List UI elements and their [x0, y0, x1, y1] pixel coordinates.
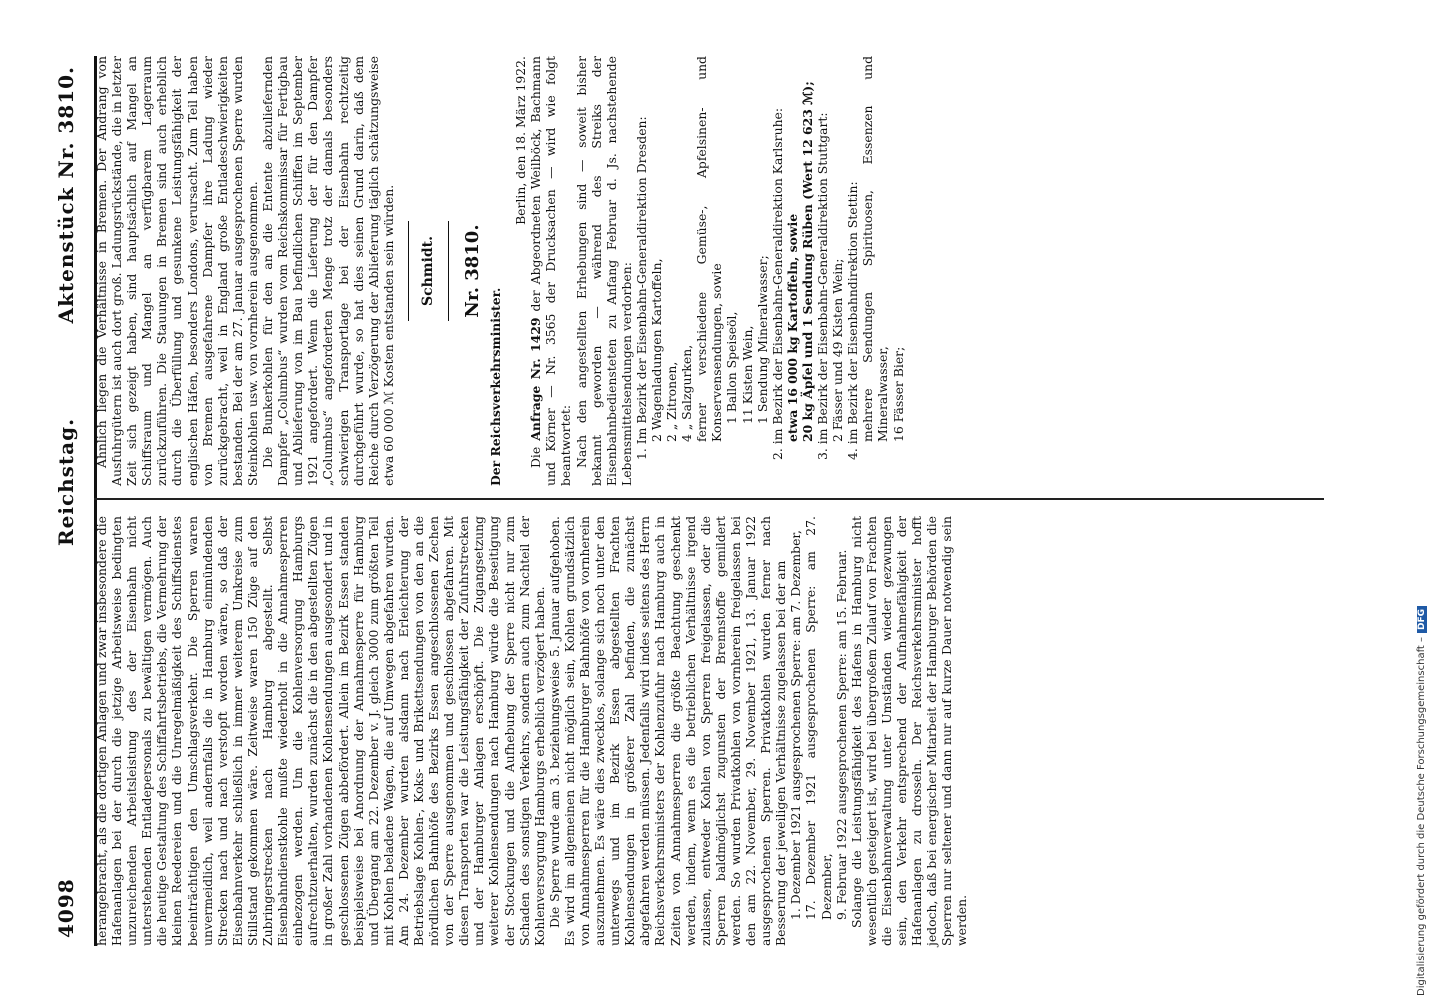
signature: Schmidt.: [419, 235, 436, 307]
document-page: [40, 56, 1330, 946]
list-item: 1. Dezember 1921 ausgesprochenen Sperre: am 7. Dezember,: [788, 530, 804, 920]
chamber-title: Reichstag.: [54, 417, 78, 546]
list-line: 1 Ballon Speiseöl,: [724, 311, 740, 424]
list-line: 2 Wagenladungen Kartoffeln,: [649, 258, 664, 442]
paragraph: herangebracht, als die dortigen Anlagen und zwar insbesondere die Hafenanlagen bei der durch die jetzige Arbeitsweise bedingten unzureichenden Arbeitsleistung des der Eisenbahn nicht unterstehenden Entladepersonals zu bewältigen vermögen. Auch die heutige Gestaltung des Schiffahrtsbetriebs, die Vermehrung der kleinen Reedereien und die Unregelmäßigkeit des Schiffsdienstes beeinträchtigen den Umschlagsverkehr. Die Sperren waren unvermeidlich, weil andernfalls die in Hamburg einmündenden Strecken nach und nach verstopft worden wären, so daß der Eisenbahnverkehr schließlich in immer weiterem Umkreise zum Stillstand gekommen wäre. Zeitweise waren 150 Züge auf den Zubringerstrecken nach Hamburg abgestellt. Selbst Eisenbahndienstkohle mußte wiederholt in die Annahmesperren einbezogen werden. Um die Kohlenversorgung Hamburgs aufrechtzuerhalten, wurden zunächst die in den abgestellten Zügen in großer Zahl vorhandenen Kohlensendungen ausgesondert und in geschlossenen Zügen abbefördert. Allein im Bezirk Essen standen beispielsweise bei Anordnung der Annahmesperre für Hamburg und Übergang am 22. Dezember v. J. gleich 3000 zum größten Teil mit Kohlen beladene Wagen, die auf Umwegen abgefahren wurden. Am 24. Dezember wurden alsdann nach Erleichterung der Betriebslage Kohlen-, Koks- und Brikettsendungen von den an die nördlichen Bahnhöfe des Bezirks Essen angeschlossenen Zechen von der Sperre ausgenommen und geschlossen abgefahren. Mit diesen Transporten war die Leistungsfähigkeit der Zufuhrstrecken und der Hamburger Anlagen erschöpft. Die Zugangsetzung weiterer Kohlensendungen nach Hamburg würde die Beseitigung der Stockungen und die Aufhebung der Sperre nicht nur zum Schaden des sonstigen Verkehrs, sondern auch zum Nachteil der Kohlenversorgung Hamburgs erheblich verzögert haben.: [94, 516, 547, 946]
credit-text: Digitalisierung gefördert durch die Deutsche Forschungsgemeinschaft –: [1416, 636, 1427, 996]
list-line: 20 kg Äpfel und 1 Sendung Rüben (Wert 12 623 ℳ);: [799, 81, 815, 442]
list-line: 11 Kisten Wein,: [739, 325, 755, 424]
list-item: 17. Dezember 1921 ausgesprochenen Sperre: am 27. Dezember,: [803, 516, 834, 920]
page-header: [52, 56, 86, 946]
inquiry-text: der Abgeordneten Weilböck, Bachmann und Körner — Nr. 3565 der Drucksachen — wird wie folgt beantwortet:: [528, 56, 574, 486]
list-line: etwa 16 000 kg Kartoffeln, sowie: [784, 213, 800, 442]
inquiry-intro: Die: [528, 440, 544, 468]
page-number: 4098: [54, 878, 78, 938]
document-title: Aktenstück Nr. 3810.: [54, 66, 78, 324]
column-divider: [94, 498, 1324, 500]
paragraph: Solange die Leistungsfähigkeit des Hafens in Hamburg nicht wesentlich gesteigert ist, wird bei übergroßem Zulauf von Frachten die Eisenbahnverwaltung unter Umständen wieder gezwungen sein, den Verkehr entsprechend der Aufnahmefähigkeit der Hafenanlagen zu drosseln. Der Reichsverkehrsminister hofft jedoch, daß bei energischer Mitarbeit der Hamburger Behörden die Sperren nur seltener und dann nur auf kurze Dauer notwendig sein werden.: [848, 516, 970, 946]
dateline: Berlin, den 18. März 1922.: [513, 56, 529, 225]
list-line: 16 Fässer Bier;: [890, 346, 906, 442]
list-line: ferner verschiedene Gemüse-, Apfelsinen- und Konservensendungen, sowie: [694, 56, 725, 442]
separator: [448, 221, 449, 321]
right-column: [94, 56, 906, 486]
paragraph: Die Sperre wurde am 3. beziehungsweise 5. Januar aufgehoben. Es wird im allgemeinen nicht möglich sein, Kohlen grundsätzlich von Annahmesperren für die Hamburger Bahnhöfe von vornherein auszunehmen. Es wäre dies zwecklos, solange sich noch unter den unterwegs und im Bezirk Essen abgestellten Frachten Kohlensendungen in größerer Zahl befinden, die zunächst abgefahren werden müssen. Jedenfalls wird indes seitens des Herrn Reichsverkehrsministers der Kohlenzufuhr nach Hamburg auch in Zeiten von Annahmesperren die größte Beachtung geschenkt werden, indem, wenn es die betrieblichen Verhältnisse irgend zulassen, entweder Kohlen von Sperren freigelassen, oder die Sperren baldmöglichst zugunsten der Brennstoffe gemildert werden. So wurden Privatkohlen von vornherein freigelassen bei den am 22. November, 29. November 1921, 13. Januar 1922 ausgesprochenen Sperren. Privatkohlen wurden ferner nach Besserung der jeweiligen Verhältnisse zugelassen bei der am: [546, 516, 789, 946]
list-line: 2 Fässer und 49 Kisten Wein;: [830, 258, 846, 442]
list-heading: 3. im Bezirk der Eisenbahn-Generaldirektion Stuttgart:: [815, 112, 831, 460]
separator: [408, 221, 409, 321]
list-heading: 1. Im Bezirk der Eisenbahn-Generaldirektion Dresden:: [633, 116, 649, 460]
list-line: 2 „ Zitronen,: [664, 361, 680, 442]
list-heading: 2. im Bezirk der Eisenbahn-Generaldirektion Karlsruhe:: [769, 107, 785, 460]
left-column: [94, 516, 969, 946]
inquiry-number: Anfrage Nr. 1429: [528, 317, 544, 441]
list-line: mehrere Sendungen Spirituosen, Essenzen und Mineralwasser,: [860, 56, 891, 442]
paragraph: Nach den angestellten Erhebungen sind — soweit bisher bekannt geworden — während des Streiks der Eisenbahnbediensteten zu Anfang Februar d. Js. nachstehende Lebensmittelsendungen verdorben:: [573, 56, 634, 486]
digitization-credit: [1416, 0, 1430, 996]
paragraph: [528, 56, 573, 486]
document-number: Nr. 3810.: [461, 224, 483, 318]
dfg-logo: DFG: [1417, 606, 1427, 633]
list-item: 9. Februar 1922 ausgesprochenen Sperre: am 15. Februar.: [833, 549, 849, 920]
list-line: 4 „ Salzgurken,: [679, 344, 695, 442]
list-line: 1 Sendung Mineralwasser;: [754, 255, 770, 424]
ministry-heading: Der Reichsverkehrsminister.: [488, 287, 504, 486]
paragraph: Die Bunkerkohlen für den an die Entente abzuliefernden Dampfer „Columbus“ wurden vom Reichskommissar für Fertigbau und Ablieferung von im Bau befindlichen Schiffen im September 1921 angefordert. Wenn die Lieferung der für den Dampfer „Columbus“ angeforderten Menge trotz der damals besonders schwierigen Transportlage bei der Eisenbahn rechtzeitig durchgeführt wurde, so hat dies seinen Grund darin, daß dem Reiche durch Verzögerung der Ablieferung täglich schätzungsweise etwa 60 000 ℳ Kosten entstanden sein würden.: [260, 56, 396, 486]
list-heading: 4. im Bezirk der Eisenbahndirektion Stettin:: [845, 181, 861, 460]
paragraph: Ähnlich liegen die Verhältnisse in Bremen. Der Andrang von Ausfuhrgütern ist auch dort groß. Ladungsrückstände, die in letzter Zeit sich gezeigt haben, sind hauptsächlich auf Mangel an Schiffsraum und Mangel an verfügbarem Lagerraum zurückzuführen. Die Stauungen in Bremen sind auch erheblich durch die Überfüllung und gesunkene Leistungsfähigkeit der englischen Häfen, besonders Londons, verursacht. Zum Teil haben von Bremen ausgefahrene Dampfer ihre Ladung wieder zurückgebracht, weil in England große Entladeschwierigkeiten bestanden. Bei der am 27. Januar ausgesprochenen Sperre wurden Steinkohlen usw. von vornherein ausgenommen.: [94, 56, 260, 486]
